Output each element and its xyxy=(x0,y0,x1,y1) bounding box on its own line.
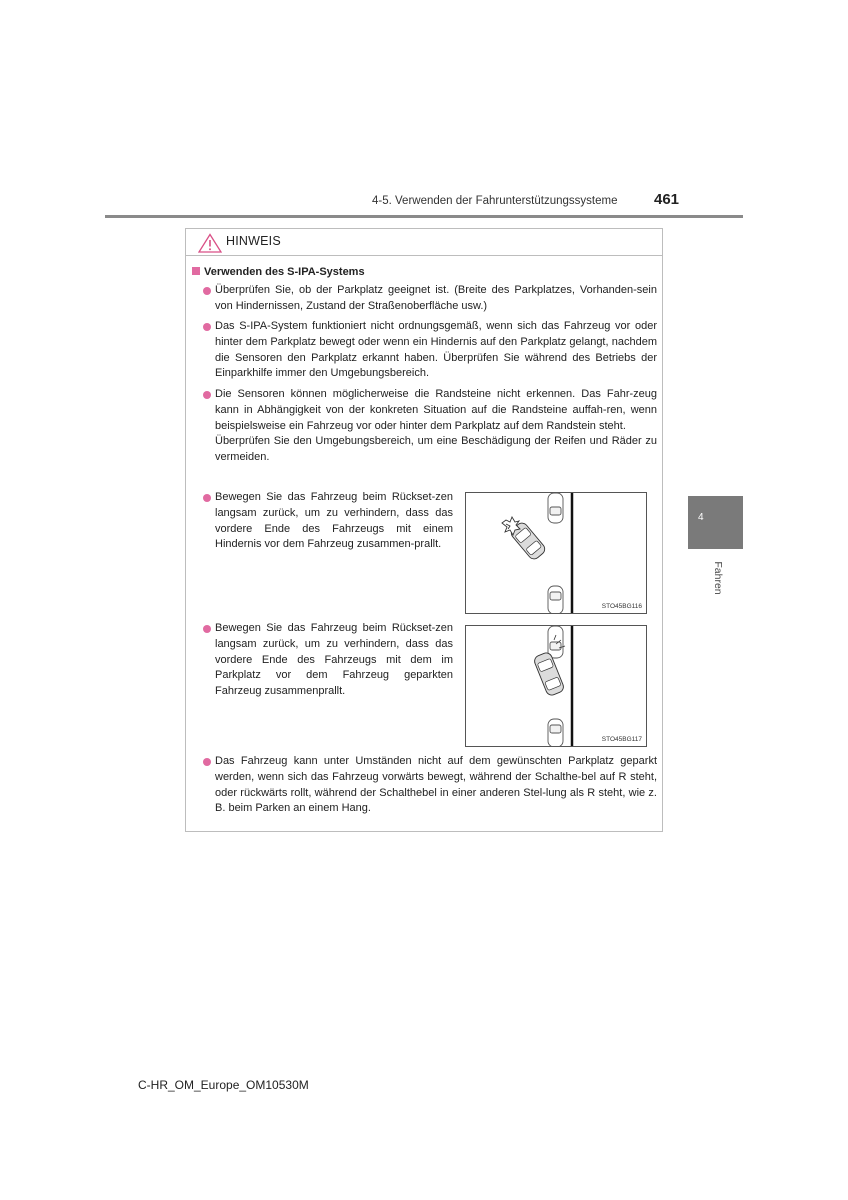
bullet-dot-icon xyxy=(203,758,211,766)
list-item: Bewegen Sie das Fahrzeug beim Rückset-zen langsam zurück, um zu verhindern, dass das vordere Ende des Fahrzeugs mit einem Hindernis vor dem Fahrzeug zusammen-prallt. xyxy=(215,490,453,553)
chapter-label-text: Fahren xyxy=(712,561,724,595)
notice-title: HINWEIS xyxy=(226,234,281,248)
list-item: Überprüfen Sie, ob der Parkplatz geeignet ist. (Breite des Parkplatzes, Vorhanden-sein von Hindernissen, Zustand der Straßenoberfläche usw.) xyxy=(215,283,657,315)
square-bullet-icon xyxy=(192,267,200,275)
warning-triangle-icon xyxy=(198,233,222,253)
parked-car-front-icon xyxy=(548,493,563,523)
document-code: C-HR_OM_Europe_OM10530M xyxy=(138,1078,309,1092)
parked-car-rear-icon xyxy=(548,719,563,746)
chapter-tab xyxy=(688,496,743,549)
parked-car-rear-icon xyxy=(548,586,563,613)
list-item: Die Sensoren können möglicherweise die Randsteine nicht erkennen. Das Fahr-zeug kann in Abhängigkeit von der konkreten Situation auf die Randsteine auffah-ren, wenn beispielsweise ein Fahrzeug vor oder hinter dem Parkplatz auf dem Randstein steht. Überprüfen Sie den Umgebungsbereich, um eine Beschädigung der Reifen und Räder zu vermeiden. xyxy=(215,387,657,466)
notice-header xyxy=(186,229,662,256)
section-heading: Verwenden des S-IPA-Systems xyxy=(192,266,365,278)
bullet-dot-icon xyxy=(203,391,211,399)
figure-illustration-2 xyxy=(465,625,647,747)
chapter-number: 4 xyxy=(698,512,704,523)
parked-car-front-icon xyxy=(548,626,563,658)
figure-code: STO45BG117 xyxy=(601,736,642,743)
list-item: Das Fahrzeug kann unter Umständen nicht auf dem gewünschten Parkplatz geparkt werden, wenn sich das Fahrzeug vorwärts bewegt, während der Schalthe-bel auf R steht, oder rückwärts rollt, während der Schalthebel in einer anderen Stel-lung als R steht, wie z. B. beim Parken an einem Hang. xyxy=(215,754,657,817)
bullet-dot-icon xyxy=(203,323,211,331)
list-item: Das S-IPA-System funktioniert nicht ordnungsgemäß, wenn sich das Fahrzeug vor oder hinter dem Parkplatz bewegt oder wenn ein Hindernis auf den Parkplatz gelangt, nachdem die Sensoren den Parkplatz erkannt haben. Überprüfen Sie während des Betriebs der Einparkhilfe immer den Umgebungsbereich. xyxy=(215,319,657,382)
figure-code: STO45BG116 xyxy=(601,603,642,610)
parking-collision-diagram-1 xyxy=(466,493,646,613)
chapter-label xyxy=(711,556,725,606)
header-section-title: 4-5. Verwenden der Fahrunterstützungssysteme xyxy=(372,195,618,207)
figure-illustration-1 xyxy=(465,492,647,614)
list-item: Bewegen Sie das Fahrzeug beim Rückset-zen langsam zurück, um zu verhindern, dass das vordere Ende des Fahrzeugs mit dem im Parkplatz vor dem Fahrzeug geparkten Fahrzeug zusammenprallt. xyxy=(215,621,453,700)
bullet-dot-icon xyxy=(203,287,211,295)
reversing-car-icon xyxy=(533,651,565,697)
notice-box xyxy=(185,228,663,832)
parking-collision-diagram-2 xyxy=(466,626,646,746)
bullet-dot-icon xyxy=(203,625,211,633)
page-number: 461 xyxy=(654,191,680,208)
header-rule xyxy=(105,215,743,218)
bullet-dot-icon xyxy=(203,494,211,502)
